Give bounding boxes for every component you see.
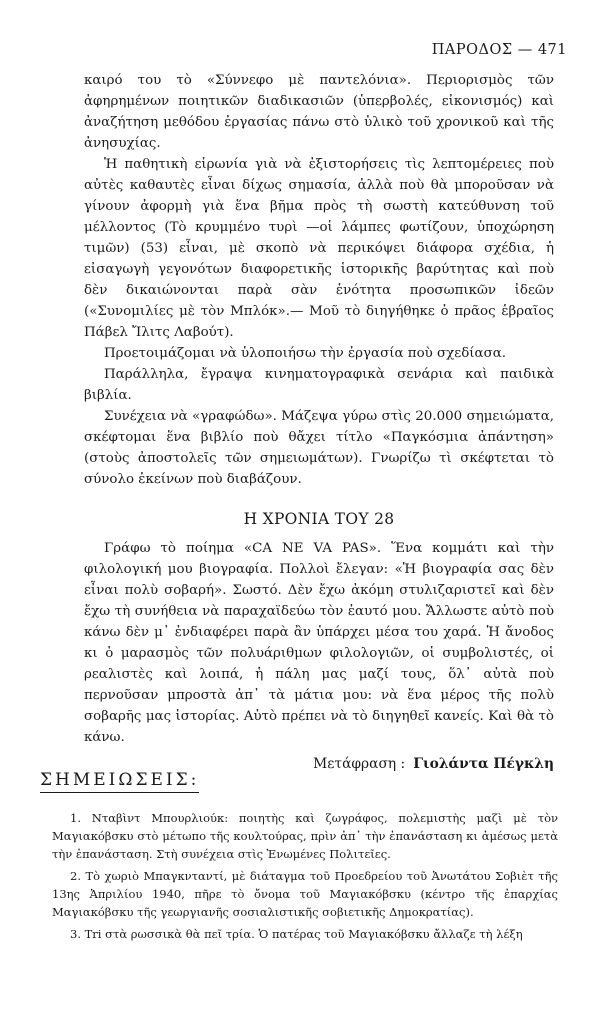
- footnote: 3. Tri στὰ ρωσσικὰ θὰ πεῖ τρία. Ὁ πατέρας τοῦ Μαγιακόβσκυ ἄλλαζε τὴ λέξη: [70, 927, 523, 941]
- paragraph-1928: Γράφω τὸ ποίημα «CA NE VA PAS». Ἕνα κομμάτι καὶ τὴν φιλολογική μου βιογραφία. Πολλοὶ ἔλεγαν: «Ἡ βιογραφία σας δὲν εἶναι πολὺ σοβαρή». Σωστό. Δὲν ἔχω ἀκόμη στυλιζαριστεῖ καὶ δὲν ἔχω τὴ συνήθεια νὰ παραχαϊδεύω τὸν ἑαυτό μου. Ἄλλωστε αὐτὸ ποὺ κάνω δὲν μ᾿ ἐνδιαφέρει παρὰ ἂν ὑπάρχει μέσα του χαρά. Ἡ ἄνοδος κι ὁ μαρασμὸς τῶν πολυάριθμων φιλολογιῶν, οἱ συμβολιστές, οἱ ρεαλιστὲς καὶ λοιπά, ἡ πάλη μας μαζί τους, ὅλ᾿ αὐτὰ ποὺ περνοῦσαν μπροστὰ ἀπ᾿ τὰ μάτια μου: νὰ ἕνα μέρος τῆς πολὺ σοβαρῆς μας ἱστορίας. Αὐτὸ πρέπει νὰ τὸ διηγηθεῖ κανείς. Καὶ θὰ τὸ κάνω.: [84, 541, 554, 745]
- footnote: 2. Τὸ χωριὸ Μπαγκνταντί, μὲ διάταγμα τοῦ Προεδρείου τοῦ Ἀνωτάτου Σοβιὲτ τῆς 13ης Ἀπριλίου 1940, πῆρε τὸ ὄνομα τοῦ Μαγιακόβσκυ (κέντρο τῆς ἐπαρχίας Μαγιακόβσκυ τῆς γεωργιανῆς σοσιαλιστικῆς σοβιετικῆς Δημοκρατίας).: [52, 869, 558, 919]
- paragraph-irony: Ἡ παθητικὴ εἰρωνία γιὰ νὰ ἐξιστορήσεις τὶς λεπτομέρειες ποὺ αὐτὲς καθαυτὲς εἶναι δίχως σημασία, ἀλλὰ ποὺ θὰ μποροῦσαν νὰ γίνουν ἀφορμὴ γιὰ ἕνα βῆμα πρὸς τὴ σωστὴ κατεύθυνση τοῦ μέλλοντος (Τὸ κρυμμένο τυρὶ —οἱ λάμπες φωτίζουν, ὑποχώρηση τιμῶν) (53) εἶναι, μὲ σκοπὸ νὰ περικόψει διάφορα σχέδια, ἡ εἰσαγωγὴ γεγονότων διαφορετικῆς ἱστορικῆς βαρύτητας καὶ ποὺ δὲν δικαιώνονται παρὰ σὰν ἑνότητα προσωπικῶν ἰδεῶν («Συνομιλίες μὲ τὸν Μπλόκ».— Μοῦ τὸ διηγήθηκε ὁ πρᾶος ἑβραῖος Πάβελ Ἴλιτς Λαβούτ).: [84, 157, 554, 340]
- notes-heading-underline: [40, 792, 199, 793]
- section-title: Η ΧΡΟΝΙΑ ΤΟΥ 28: [243, 510, 395, 528]
- footnotes: [52, 809, 558, 947]
- translator-name: Γιολάντα Πέγκλη: [413, 756, 554, 772]
- paragraph-scripts: Παράλληλα, ἔγραψα κινηματογραφικὰ σενάρια καὶ παιδικὰ βιβλία.: [84, 367, 554, 403]
- paragraph-continuation: καιρό του τὸ «Σύννεφο μὲ παντελόνια». Περιορισμὸς τῶν ἀφηρημένων ποιητικῶν διαδικασιῶν (ὑπερβολές, εἰκονισμός) καὶ ἀναζήτηση μεθόδου ἐργασίας πάνω στὸ ὑλικὸ τοῦ χρονικοῦ καὶ τῆς ἀνησυχίας.: [84, 73, 554, 151]
- paragraph-notes: Συνέχεια νὰ «γραφώδω». Μάζεψα γύρω στὶς 20.000 σημειώματα, σκέφτομαι ἕνα βιβλίο ποὺ θἄχει τίτλο «Παγκόσμια ἀπάντηση» (στοὺς ἀποστολεῖς τῶν σημειωμάτων). Γνωρίζω τὶ σκέφτεται τὸ σύνολο ἐκείνων ποὺ διαβάζουν.: [84, 409, 554, 487]
- paragraph-preparation: Προετοιμάζομαι νὰ ὑλοποιήσω τὴν ἐργασία ποὺ σχεδίασα.: [104, 346, 507, 361]
- notes-heading-text: ΣΗΜΕΙΩΣΕΙΣ:: [40, 770, 200, 790]
- main-text: [84, 70, 554, 772]
- notes-heading: [40, 770, 199, 790]
- translator-label: Μετάφραση :: [313, 756, 406, 772]
- running-head: ΠΑΡΟΔΟΣ — 471: [431, 42, 567, 58]
- footnote: 1. Νταβὶντ Μπουρλιούκ: ποιητὴς καὶ ζωγράφος, πολεμιστὴς μαζὶ μὲ τὸν Μαγιακόβσκυ στὸ μέτωπο τῆς κουλτούρας, πρὶν ἀπ᾿ τὴν ἐπανάσταση κι ἀμέσως μετὰ τὴν ἐπανάσταση. Στὴ συνέχεια στὶς Ἑνωμένες Πολιτεῖες.: [52, 811, 558, 861]
